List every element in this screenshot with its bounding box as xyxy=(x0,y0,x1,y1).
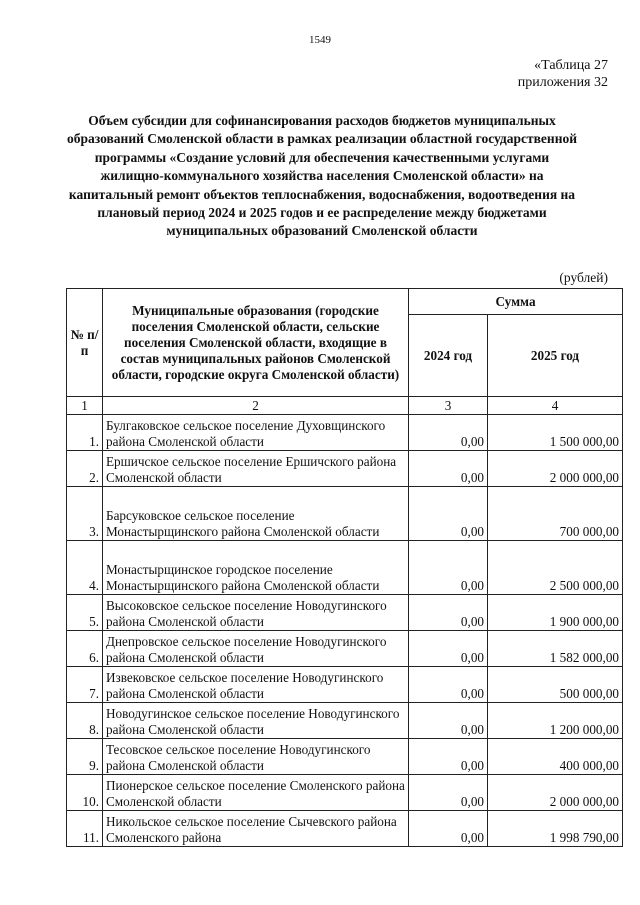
municipality-name: Извековское сельское поселение Новодугинского района Смоленской области xyxy=(103,667,409,703)
row-number: 7. xyxy=(67,667,103,703)
table-row xyxy=(67,811,623,847)
municipality-name: Никольское сельское поселение Сычевского района Смоленского района xyxy=(103,811,409,847)
table-body xyxy=(67,415,623,847)
municipality-name: Новодугинское сельское поселение Новодугинского района Смоленской области xyxy=(103,703,409,739)
column-number: 3 xyxy=(409,397,488,415)
table-row xyxy=(67,451,623,487)
column-number: 2 xyxy=(103,397,409,415)
municipality-name: Тесовское сельское поселение Новодугинского района Смоленской области xyxy=(103,739,409,775)
municipality-name: Пионерское сельское поселение Смоленского района Смоленской области xyxy=(103,775,409,811)
municipality-name: Ершичское сельское поселение Ершичского района Смоленской области xyxy=(103,451,409,487)
header-num: № п/п xyxy=(67,289,103,397)
amount-2024: 0,00 xyxy=(409,775,488,811)
table-row xyxy=(67,631,623,667)
amount-2025: 2 000 000,00 xyxy=(488,451,623,487)
amount-2025: 1 900 000,00 xyxy=(488,595,623,631)
table-row xyxy=(67,703,623,739)
amount-2024: 0,00 xyxy=(409,703,488,739)
row-number: 3. xyxy=(67,487,103,541)
municipality-name: Монастырщинское городское поселение Монастырщинского района Смоленской области xyxy=(103,541,409,595)
amount-2025: 700 000,00 xyxy=(488,487,623,541)
table-row xyxy=(67,595,623,631)
table-row xyxy=(67,541,623,595)
row-number: 11. xyxy=(67,811,103,847)
table-reference xyxy=(518,57,608,91)
reference-line-1: «Таблица 27 xyxy=(534,58,608,73)
amount-2024: 0,00 xyxy=(409,541,488,595)
amount-2024: 0,00 xyxy=(409,631,488,667)
amount-2025: 1 998 790,00 xyxy=(488,811,623,847)
units-label: (рублей) xyxy=(559,270,608,285)
table-row xyxy=(67,739,623,775)
row-number: 8. xyxy=(67,703,103,739)
amount-2025: 2 000 000,00 xyxy=(488,775,623,811)
amount-2024: 0,00 xyxy=(409,595,488,631)
reference-line-2: приложения 32 xyxy=(517,75,608,90)
amount-2025: 2 500 000,00 xyxy=(488,541,623,595)
row-number: 4. xyxy=(67,541,103,595)
amount-2025: 500 000,00 xyxy=(488,667,623,703)
row-number: 6. xyxy=(67,631,103,667)
municipality-name: Днепровское сельское поселение Новодугинского района Смоленской области xyxy=(103,631,409,667)
table-row xyxy=(67,667,623,703)
municipality-name: Булгаковское сельское поселение Духовщинского района Смоленской области xyxy=(103,415,409,451)
amount-2024: 0,00 xyxy=(409,811,488,847)
table-row xyxy=(67,487,623,541)
amount-2024: 0,00 xyxy=(409,415,488,451)
municipality-name: Барсуковское сельское поселение Монастырщинского района Смоленской области xyxy=(103,487,409,541)
amount-2025: 1 200 000,00 xyxy=(488,703,623,739)
header-year-2024: 2024 год xyxy=(409,315,488,397)
column-number: 1 xyxy=(67,397,103,415)
row-number: 10. xyxy=(67,775,103,811)
header-municipality: Муниципальные образования (городские поселения Смоленской области, сельские поселения Смоленской области, входящие в состав муниципальных районов Смоленской области, городские округа Смоленской области) xyxy=(103,289,409,397)
table-row xyxy=(67,415,623,451)
amount-2025: 400 000,00 xyxy=(488,739,623,775)
amount-2024: 0,00 xyxy=(409,451,488,487)
subsidy-table xyxy=(66,288,623,847)
column-number: 4 xyxy=(488,397,623,415)
page-number: 1549 xyxy=(309,34,331,46)
row-number: 5. xyxy=(67,595,103,631)
row-number: 2. xyxy=(67,451,103,487)
document-title: Объем субсидии для софинансирования расходов бюджетов муниципальных образований Смоленской области в рамках реализации областной государственной программы «Создание условий для обеспечения качественными услугами жилищно-коммунального хозяйства населения Смоленской области» на капитальный ремонт объектов теплоснабжения, водоснабжения, водоотведения на плановый период 2024 и 2025 годов и ее распределение между бюджетами муниципальных образований Смоленской области xyxy=(66,113,577,239)
amount-2025: 1 582 000,00 xyxy=(488,631,623,667)
amount-2024: 0,00 xyxy=(409,487,488,541)
amount-2024: 0,00 xyxy=(409,667,488,703)
column-number-row xyxy=(67,397,623,415)
header-sum: Сумма xyxy=(409,289,623,315)
table-row xyxy=(67,775,623,811)
row-number: 1. xyxy=(67,415,103,451)
amount-2024: 0,00 xyxy=(409,739,488,775)
amount-2025: 1 500 000,00 xyxy=(488,415,623,451)
row-number: 9. xyxy=(67,739,103,775)
header-year-2025: 2025 год xyxy=(488,315,623,397)
municipality-name: Высоковское сельское поселение Новодугинского района Смоленской области xyxy=(103,595,409,631)
